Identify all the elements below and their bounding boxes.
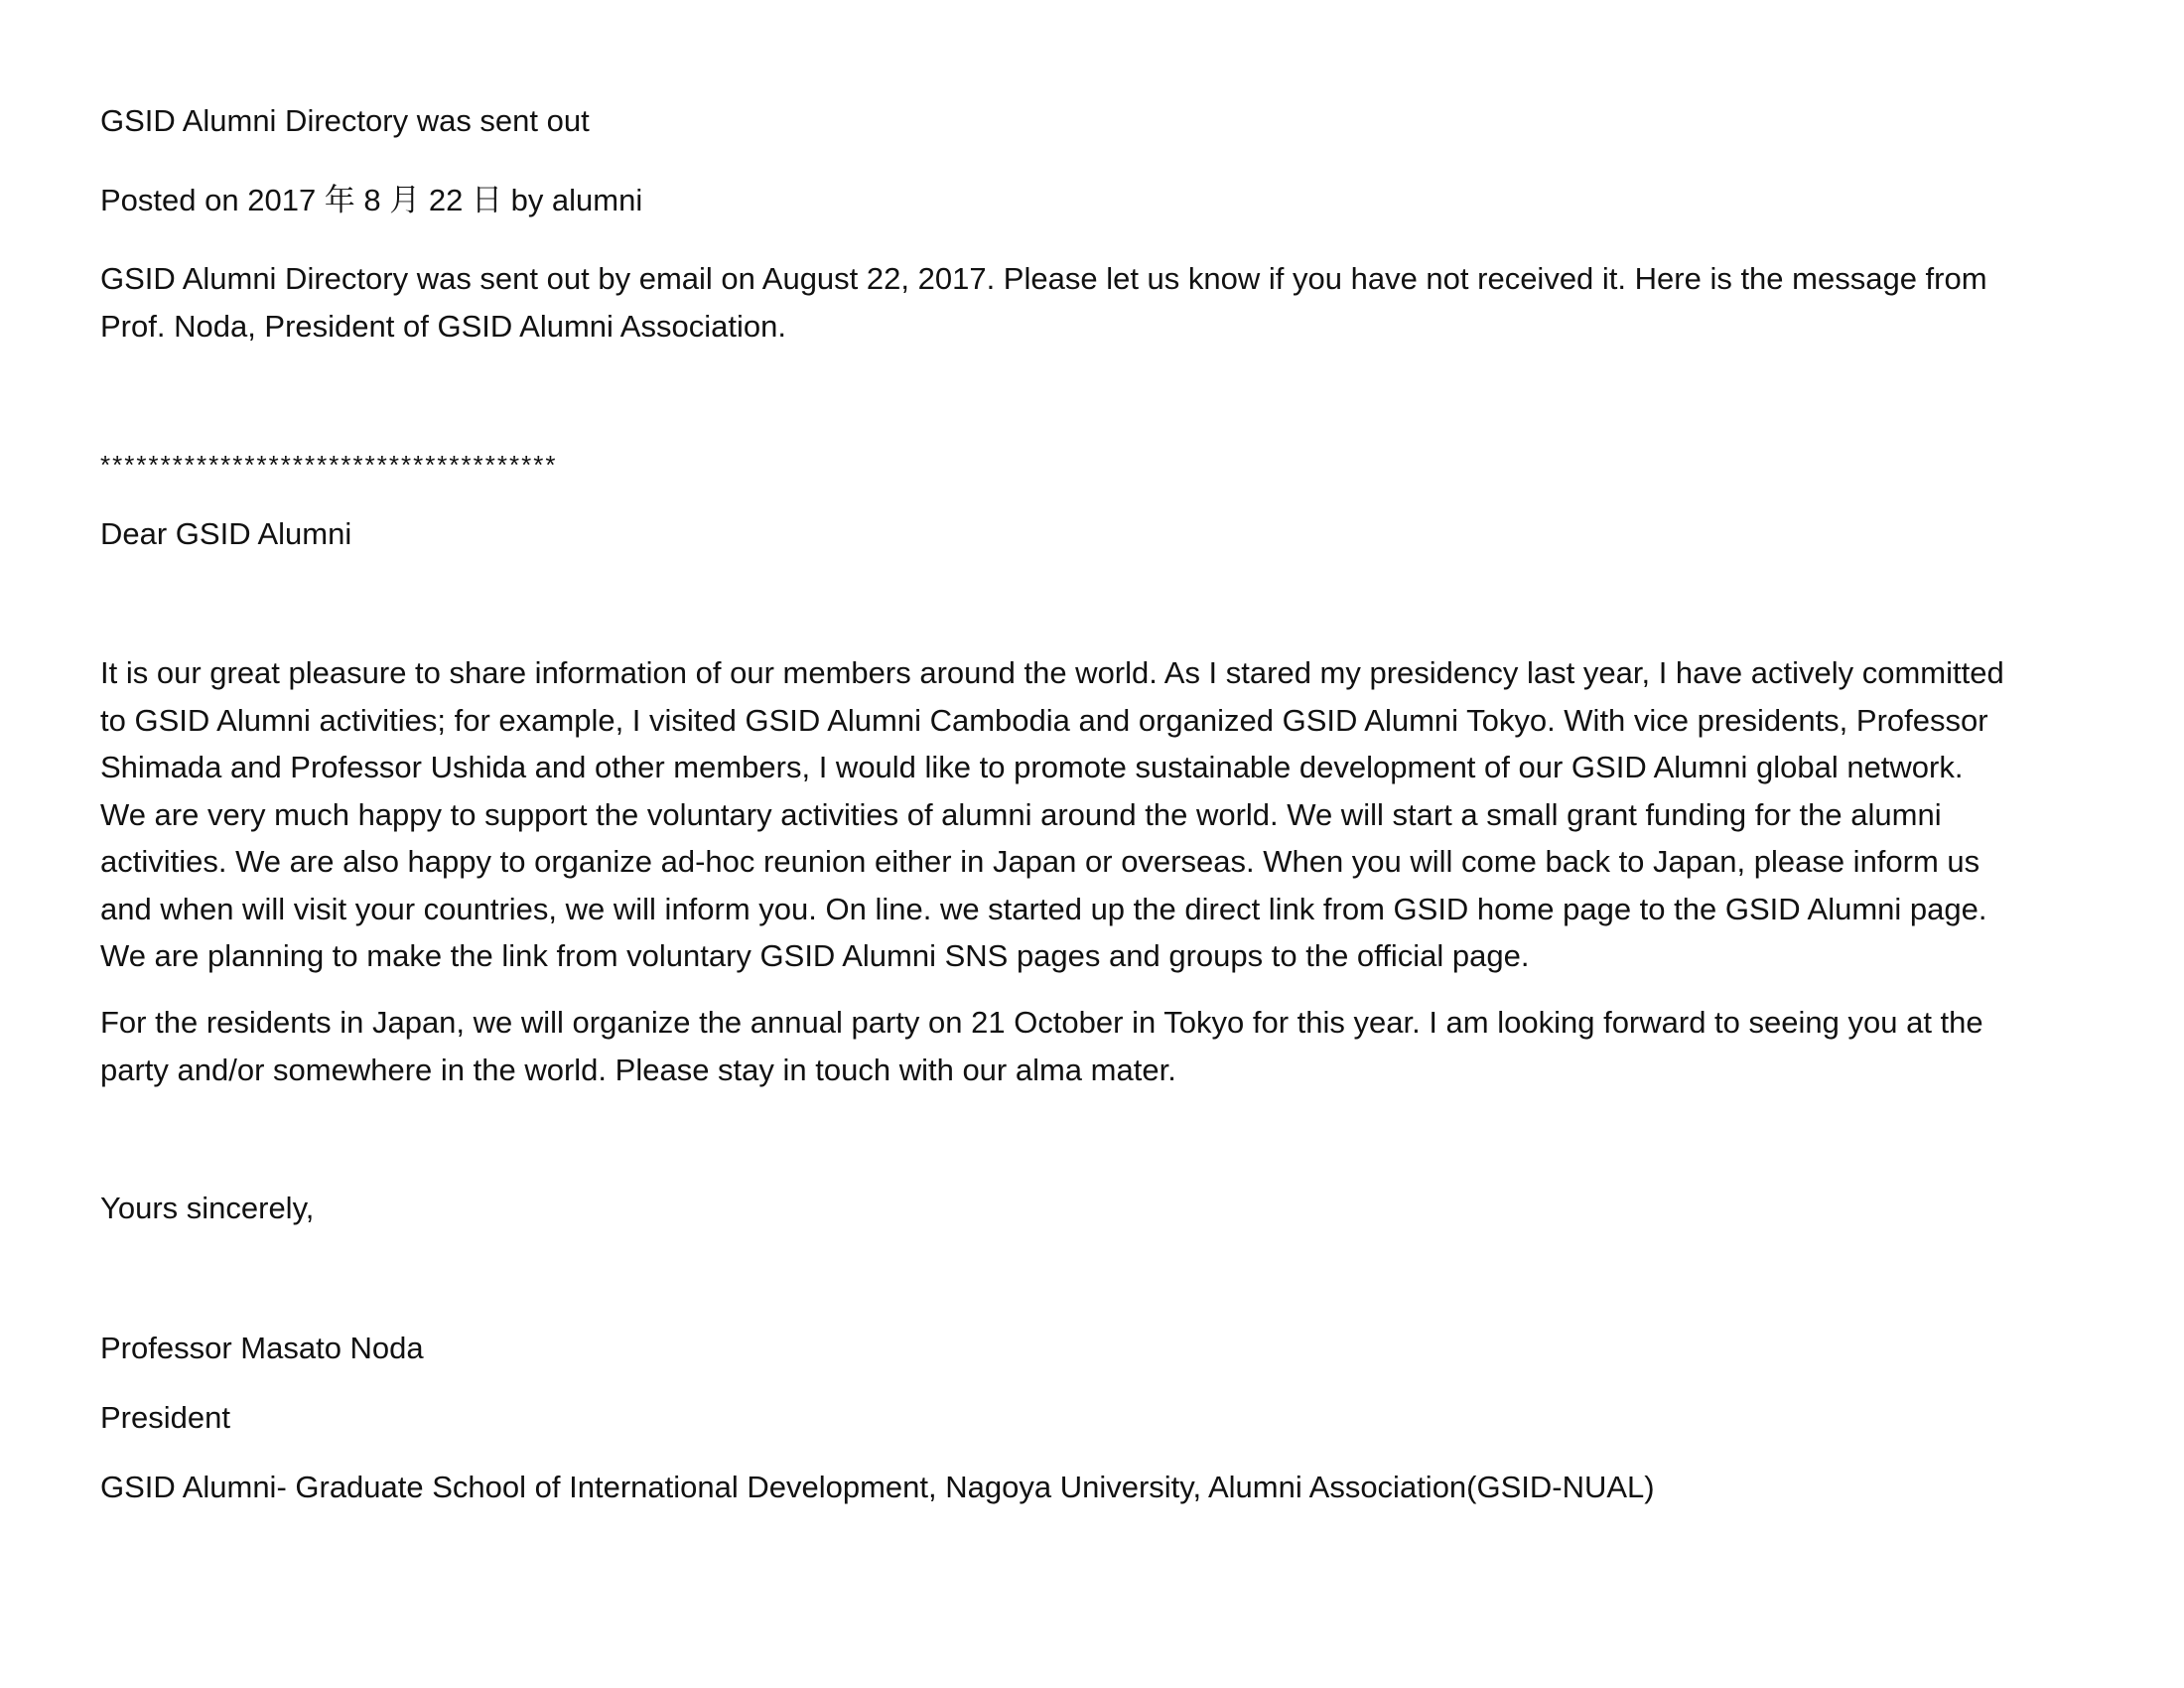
letter-paragraph-2 <box>100 999 2106 1093</box>
signature-organization: GSID Alumni- Graduate School of International Development, Nagoya University, Alumni Association(GSID-NUAL) <box>100 1470 1655 1504</box>
paragraph-line: party and/or somewhere in the world. Please stay in touch with our alma mater. <box>100 1052 1176 1087</box>
paragraph-line: activities. We are also happy to organize ad-hoc reunion either in Japan or overseas. When you will come back to Japan, please inform us <box>100 844 1980 879</box>
letter-closing: Yours sincerely, <box>100 1191 315 1225</box>
intro-line: Prof. Noda, President of GSID Alumni Association. <box>100 308 786 344</box>
paragraph-line: Shimada and Professor Ushida and other members, I would like to promote sustainable development of our GSID Alumni global network. <box>100 750 1964 784</box>
post-meta: Posted on 2017 年 8 月 22 日 by alumni <box>100 183 643 217</box>
signature-name: Professor Masato Noda <box>100 1331 424 1365</box>
document-page <box>100 0 2106 1688</box>
paragraph-line: It is our great pleasure to share information of our members around the world. As I stared my presidency last year, I have actively committed <box>100 655 2004 690</box>
paragraph-line: We are very much happy to support the voluntary activities of alumni around the world. We will start a small grant funding for the alumni <box>100 796 1942 832</box>
signature-title: President <box>100 1400 230 1435</box>
letter-paragraph-1 <box>100 649 2106 980</box>
paragraph-line: and when will visit your countries, we will inform you. On line. we started up the direct link from GSID home page to the GSID Alumni page. <box>100 891 1987 926</box>
paragraph-line: For the residents in Japan, we will organize the annual party on 21 October in Tokyo for this year. I am looking forward to seeing you at the <box>100 1005 1983 1040</box>
separator-line: ************************************** <box>100 450 558 480</box>
paragraph-line: to GSID Alumni activities; for example, I visited GSID Alumni Cambodia and organized GSID Alumni Tokyo. With vice presidents, Professor <box>100 702 1988 738</box>
letter-greeting: Dear GSID Alumni <box>100 516 352 551</box>
intro-line: GSID Alumni Directory was sent out by email on August 22, 2017. Please let us know if you have not received it. Here is the message from <box>100 261 1987 296</box>
post-title: GSID Alumni Directory was sent out <box>100 103 590 138</box>
intro-paragraph <box>100 255 2106 350</box>
paragraph-line: We are planning to make the link from voluntary GSID Alumni SNS pages and groups to the official page. <box>100 938 1530 973</box>
